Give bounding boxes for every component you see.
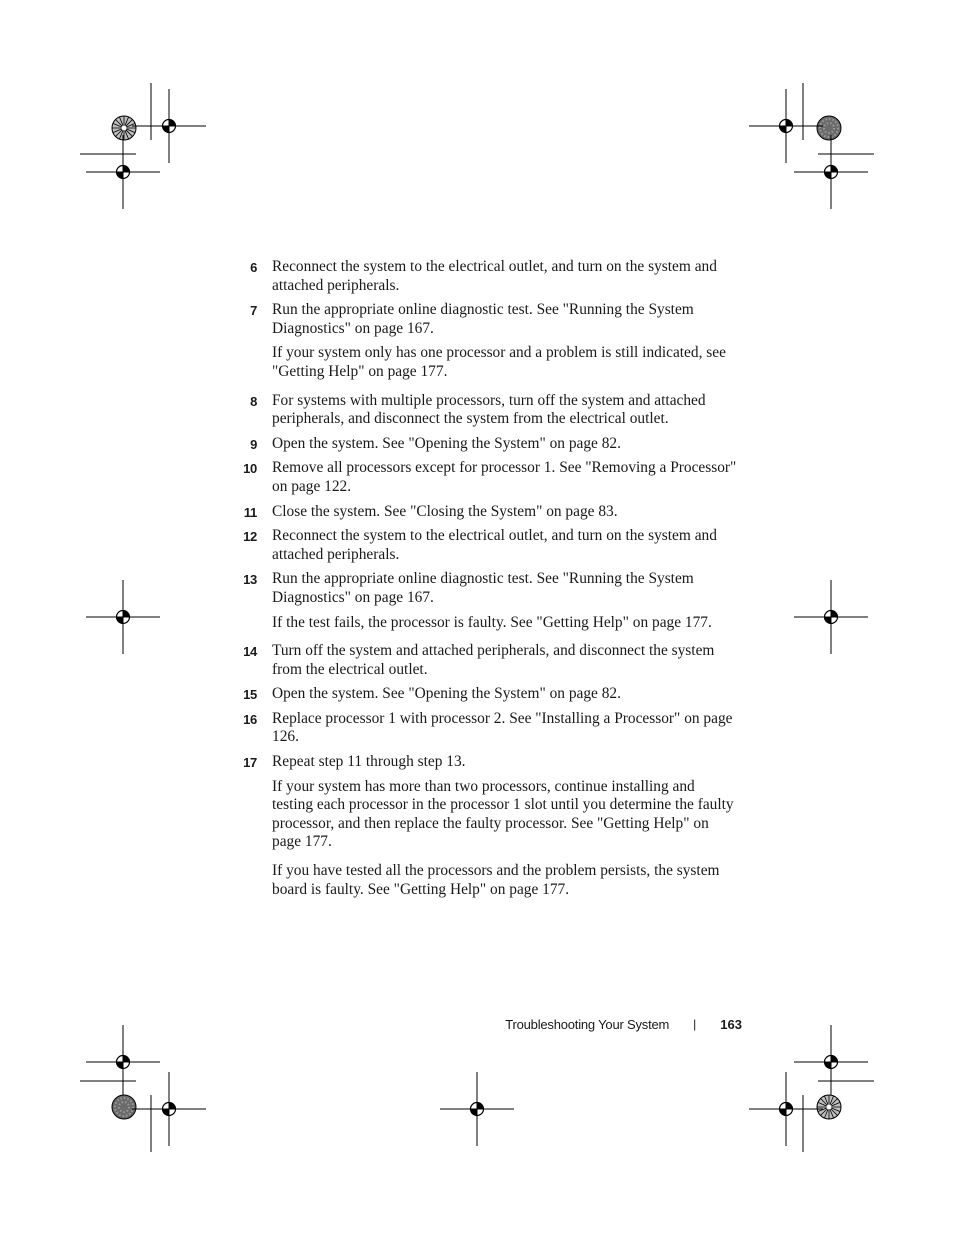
step-text: Repeat step 11 through step 13. [272, 753, 466, 771]
procedure-body [238, 258, 738, 899]
step-10 [238, 459, 738, 496]
step-text: Run the appropriate online diagnostic test. See "Running the System Diagnostics" on page 167. [272, 301, 694, 337]
step-17 [238, 753, 738, 772]
step-9 [238, 435, 738, 454]
crosshair-mark [794, 1025, 868, 1099]
step-15 [238, 685, 738, 704]
crosshair-mark [86, 135, 160, 209]
dotball-mark-bottom-left [112, 1095, 136, 1119]
step-text: Open the system. See "Opening the System" on page 82. [272, 685, 621, 703]
step-6 [238, 258, 738, 295]
step-number: 13 [243, 572, 257, 588]
step-text: Replace processor 1 with processor 2. See "Installing a Processor" on page 126. [272, 709, 733, 746]
crosshair-mark [86, 1025, 160, 1099]
crosshair-mark [440, 1072, 514, 1146]
starburst-mark-top-left [112, 116, 136, 140]
step-text: Remove all processors except for processor 1. See "Removing a Processor" on page 122. [272, 459, 737, 495]
footer-separator: | [693, 1017, 697, 1031]
step-number: 15 [243, 687, 257, 703]
step-number: 16 [243, 711, 257, 727]
step-text: Open the system. See "Opening the System" on page 82. [272, 434, 621, 452]
step-number: 9 [250, 436, 257, 452]
dotball-mark-top-right [817, 116, 841, 140]
step-number: 7 [250, 303, 257, 319]
step-number: 17 [243, 755, 257, 771]
step-text: Reconnect the system to the electrical outlet, and turn on the system and attached peripherals. [272, 527, 717, 563]
crosshair-mark [132, 89, 206, 163]
page-number: 163 [720, 1016, 742, 1032]
step-number: 14 [243, 644, 257, 660]
step-text: Turn off the system and attached peripherals, and disconnect the system from the electrical outlet. [272, 642, 715, 678]
step-11 [238, 503, 738, 522]
step-number: 12 [243, 529, 257, 545]
step-number: 6 [250, 260, 257, 275]
crosshair-mark [749, 89, 823, 163]
step-number: 11 [243, 504, 257, 520]
step-text: Reconnect the system to the electrical outlet, and turn on the system and attached peripherals. [272, 258, 717, 294]
step-text: Run the appropriate online diagnostic test. See "Running the System Diagnostics" on page 167. [272, 570, 694, 606]
starburst-mark-bottom-right [817, 1095, 841, 1119]
step-text: Close the system. See "Closing the System" on page 83. [272, 502, 618, 520]
step-8 [238, 392, 738, 429]
crosshair-mark [749, 1072, 823, 1146]
crosshair-mark [794, 135, 868, 209]
crosshair-mark [86, 580, 160, 654]
step-note: If you have tested all the processors and the problem persists, the system board is faulty. See "Getting Help" on page 177. [272, 862, 720, 898]
step-16 [238, 710, 738, 747]
crosshair-mark [794, 580, 868, 654]
step-text: For systems with multiple processors, turn off the system and attached peripherals, and disconnect the system from the electrical outlet. [272, 391, 706, 428]
step-7 [238, 301, 738, 338]
step-note: If the test fails, the processor is faulty. See "Getting Help" on page 177. [272, 613, 712, 631]
step-note: If your system only has one processor and a problem is still indicated, see "Getting Help" on page 177. [272, 344, 726, 380]
step-note: If your system has more than two processors, continue installing and testing each processor in the processor 1 slot until you determine the faulty processor, and then replace the faulty processor. See "Getting Help" on page 177. [272, 777, 734, 851]
step-14 [238, 642, 738, 679]
step-number: 8 [250, 393, 257, 409]
crosshair-mark [132, 1072, 206, 1146]
step-12 [238, 527, 738, 564]
step-13 [238, 570, 738, 607]
footer-section-title: Troubleshooting Your System [505, 1016, 670, 1032]
step-number: 10 [243, 461, 257, 477]
page-footer [505, 1014, 742, 1034]
